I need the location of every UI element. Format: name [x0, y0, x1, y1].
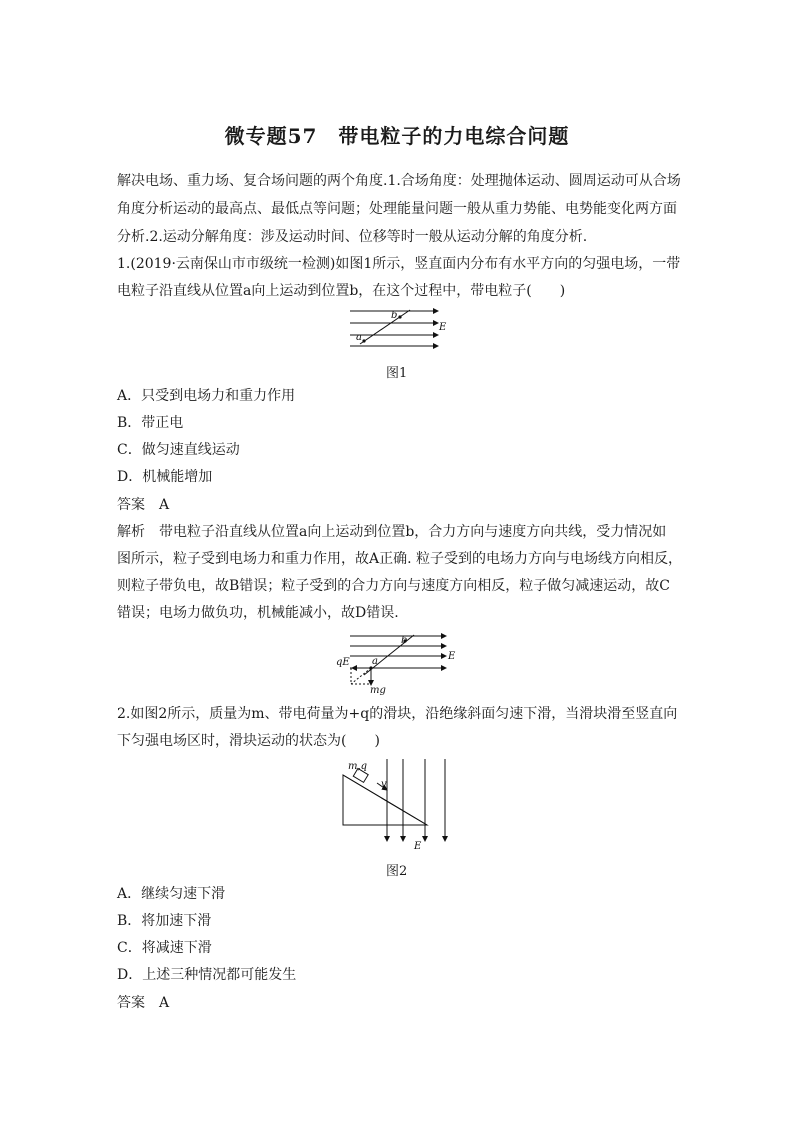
q2-stem-line-1: 2.如图2所示，质量为m、带电荷量为+q的滑块，沿绝缘斜面匀速下滑，当滑块滑至竖直向: [117, 706, 678, 722]
figure-2-diagram: [339, 757, 459, 853]
analysis-force-diagram: [334, 631, 454, 695]
q1-answer: 答案 A: [117, 497, 170, 513]
label-a2: a: [372, 656, 378, 667]
intro-line-3: 分析.2.运动分解角度：涉及运动时间、位移等时一般从运动分解的角度分析.: [117, 229, 588, 245]
field-lines-vertical: [387, 759, 445, 841]
point-a: [362, 339, 365, 342]
label-E3: E: [414, 841, 422, 852]
q1-analysis-line-3: 则粒子带负电，故B错误；粒子受到的合力方向与速度方向相反，粒子做匀减速运动，故C: [117, 578, 670, 594]
label-E: E: [439, 322, 447, 333]
label-a: a: [356, 332, 362, 343]
trajectory-line: [360, 310, 410, 344]
q2-option-b: B．将加速下滑: [117, 913, 212, 929]
q2-answer: 答案 A: [117, 995, 170, 1011]
q1-analysis-line-1: 解析 带电粒子沿直线从位置a向上运动到位置b，合力方向与速度方向共线，受力情况如: [117, 524, 667, 540]
q2-stem-line-2: 下匀强电场区时，滑块运动的状态为( ): [117, 733, 380, 749]
q2-option-a: A．继续匀速下滑: [117, 886, 226, 902]
label-v: v: [381, 779, 387, 790]
q2-option-c: C．将减速下滑: [117, 940, 212, 956]
q1-option-c: C．做匀速直线运动: [117, 442, 240, 458]
q1-analysis-line-4: 错误；电场力做负功，机械能减小，故D错误.: [117, 605, 399, 621]
point-b: [398, 315, 401, 318]
figure-1-caption: 图1: [386, 366, 408, 381]
label-mq: m,q: [348, 761, 368, 772]
q1-stem-line-1: 1.(2019·云南保山市市级统一检测)如图1所示，竖直面内分布有水平方向的匀强电场，一带: [117, 256, 681, 272]
q1-option-a: A．只受到电场力和重力作用: [117, 388, 296, 404]
label-b2: b: [401, 635, 408, 646]
q1-option-d: D．机械能增加: [117, 469, 213, 485]
label-mg: mg: [370, 685, 386, 696]
q2-option-d: D．上述三种情况都可能发生: [117, 967, 297, 983]
label-b: b: [391, 310, 398, 321]
figure-2-caption: 图2: [386, 864, 408, 879]
figure-1-diagram: [348, 306, 448, 350]
q1-stem-line-2: 电粒子沿直线从位置a向上运动到位置b，在这个过程中，带电粒子( ): [117, 283, 566, 299]
intro-line-2: 角度分析运动的最高点、最低点等问题；处理能量问题一般从重力势能、电势能变化两方面: [117, 201, 677, 217]
intro-line-1: 解决电场、重力场、复合场问题的两个角度.1.合场角度：处理抛体运动、圆周运动可从合场: [117, 173, 681, 189]
label-qE: qE: [336, 657, 350, 668]
q1-option-b: B．带正电: [117, 415, 184, 431]
page-title: 微专题57 带电粒子的力电综合问题: [224, 124, 570, 148]
q1-analysis-line-2: 图所示，粒子受到电场力和重力作用，故A正确. 粒子受到的电场力方向与电场线方向相反，: [117, 551, 683, 567]
label-E2: E: [448, 651, 456, 662]
